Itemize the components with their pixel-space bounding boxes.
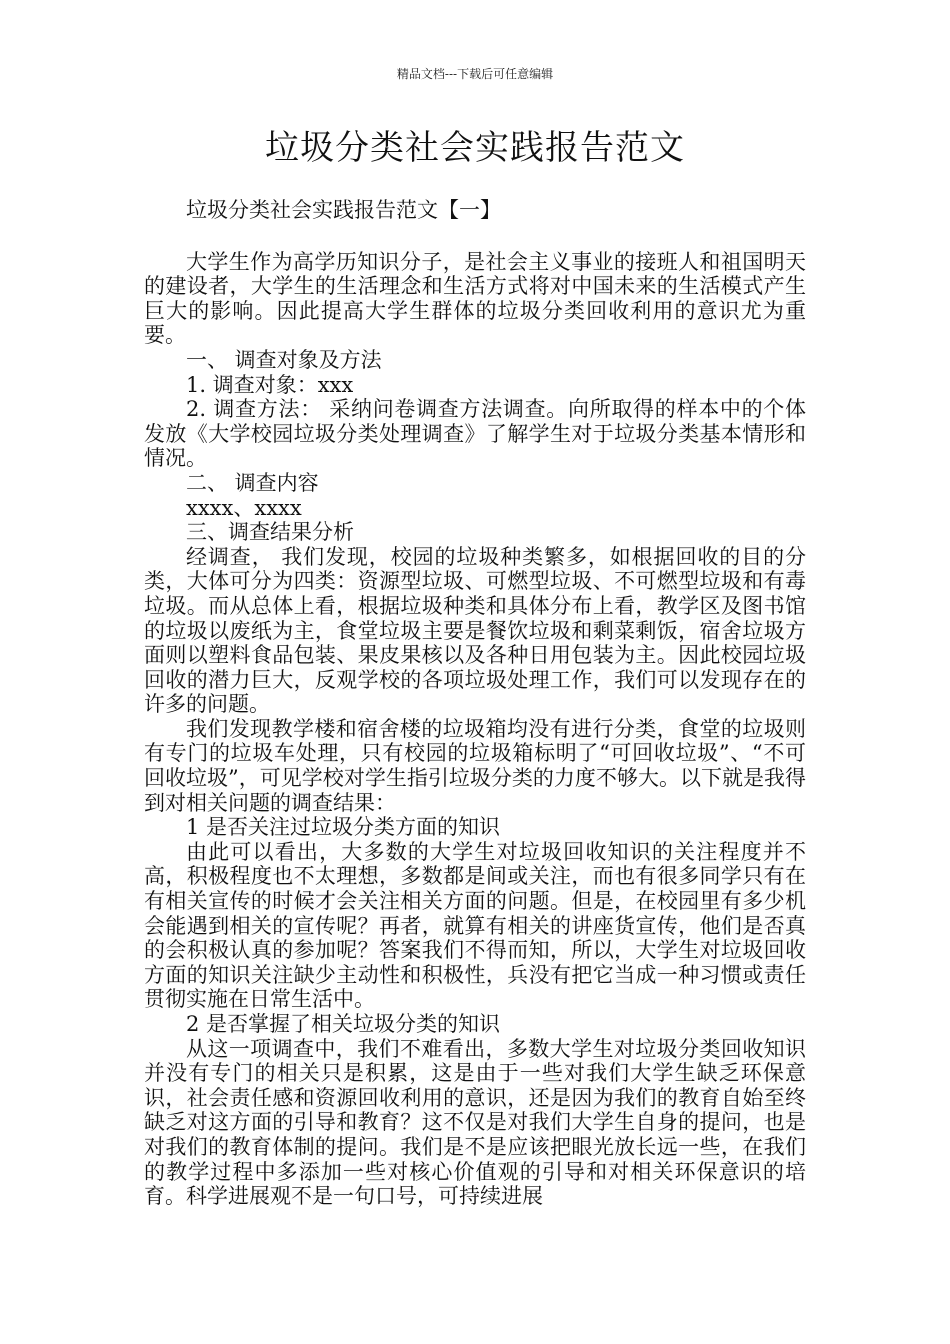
page-header: 精品文档---下载后可任意编辑 <box>396 67 554 81</box>
list-item-survey-method: 2. 调查方法： 采纳问卷调查方法调查。向所取得的样本中的个体发放《大学校园垃圾分类处理调查》了解学生对于垃圾分类基本情形和情况。 <box>144 397 806 471</box>
paragraph-bins: 我们发现教学楼和宿舍楼的垃圾箱均没有进行分类，食堂的垃圾则有专门的垃圾车处理，只有校园的垃圾箱标明了“可回收垃圾”、“不可回收垃圾”，可见学校对学生指引垃圾分类的力度不够大。以下就是我得到对相关问题的调查结果： <box>144 716 806 815</box>
list-item-survey-subject: 1. 调查对象：xxx <box>186 372 354 397</box>
heading-section-1: 一、 调查对象及方法 <box>186 347 382 372</box>
heading-section-3: 三、调查结果分析 <box>186 520 354 545</box>
heading-question-1: 1 是否关注过垃圾分类方面的知识 <box>186 815 501 840</box>
paragraph-survey-content: xxxx、xxxx <box>186 495 302 520</box>
paragraph-findings: 经调查， 我们发现，校园的垃圾种类繁多，如根据回收的目的分类，大体可分为四类：资源型垃圾、可燃型垃圾、不可燃型垃圾和有毒垃圾。而从总体上看，根据垃圾种类和具体分布上看，教学区及图书馆的垃圾以废纸为主，食堂垃圾主要是餐饮垃圾和剩菜剩饭，宿舍垃圾方面则以塑料食品包装、果皮果核以及各种日用包装为主。因此校园垃圾回收的潜力巨大，反观学校的各项垃圾处理工作，我们可以发现存在的许多的问题。 <box>144 544 806 717</box>
paragraph-intro: 大学生作为高学历知识分子，是社会主义事业的接班人和祖国明天的建设者，大学生的生活理念和生活方式将对中国未来的生活模式产生巨大的影响。因此提高大学生群体的垃圾分类回收利用的意识尤为重要。 <box>144 249 806 348</box>
paragraph-question-2-analysis: 从这一项调查中，我们不难看出，多数大学生对垃圾分类回收知识并没有专门的相关只是积累，这是由于一些对我们大学生缺乏环保意识，社会责任感和资源回收利用的意识，还是因为我们的教育自始至终缺乏对这方面的引导和教育？这不仅是对我们大学生自身的提问，也是对我们的教育体制的提问。我们是不是应该把眼光放长远一些，在我们的教学过程中多添加一些对核心价值观的引导和对相关环保意识的培育。科学进展观不是一句口号，可持续进展 <box>144 1036 806 1209</box>
document-body <box>144 198 806 1209</box>
paragraph-question-1-analysis: 由此可以看出，大多数的大学生对垃圾回收知识的关注程度并不高，积极程度也不太理想，多数都是间或关注，而也有很多同学只有在有相关宣传的时候才会关注相关方面的问题。但是，在校园里有多少机会能遇到相关的宣传呢？再者，就算有相关的讲座货宣传，他们是否真的会积极认真的参加呢？答案我们不得而知，所以，大学生对垃圾回收方面的知识关注缺少主动性和积极性，兵没有把它当成一种习惯或责任贯彻实施在日常生活中。 <box>144 839 806 1012</box>
document-subtitle: 垃圾分类社会实践报告范文【一】 <box>186 198 501 222</box>
heading-section-2: 二、 调查内容 <box>186 470 319 495</box>
heading-question-2: 2 是否掌握了相关垃圾分类的知识 <box>186 1012 501 1036</box>
document-title: 垃圾分类社会实践报告范文 <box>265 128 685 168</box>
